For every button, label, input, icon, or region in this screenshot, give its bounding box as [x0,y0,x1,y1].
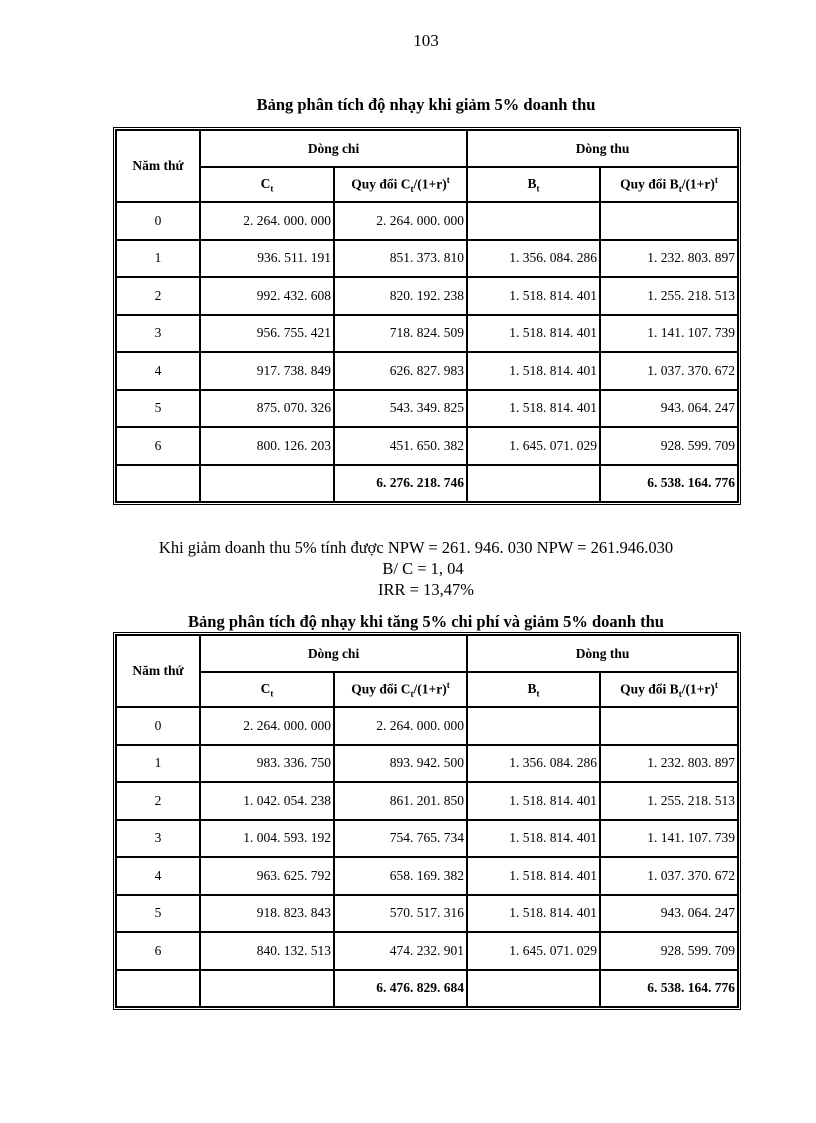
table-row [116,277,738,315]
total-ct-discounted: 6. 476. 829. 684 [334,970,467,1008]
ct-cell: 963. 625. 792 [200,857,334,895]
ct-discounted-cell: 2. 264. 000. 000 [334,202,467,240]
bt-cell: 1. 518. 814. 401 [467,390,600,428]
bt-cell: 1. 518. 814. 401 [467,352,600,390]
header-ct-discounted: Quy đổi $C_t/(1+r)^t$ [334,672,467,707]
bt-discounted-cell: 1. 232. 803. 897 [600,745,738,783]
total-ct-cell [200,970,334,1008]
header-ct: $C_t$ [200,167,334,202]
bt-discounted-cell: 1. 255. 218. 513 [600,277,738,315]
table1-total-row [116,465,738,503]
table2-total-row [116,970,738,1008]
header-revenue-group: Dòng thu [467,130,738,167]
ct-discounted-cell: 451. 650. 382 [334,427,467,465]
total-bt-discounted: 6. 538. 164. 776 [600,465,738,503]
table-row [116,315,738,353]
total-bt-cell [467,970,600,1008]
ct-cell: 992. 432. 608 [200,277,334,315]
total-year-cell [116,465,200,503]
npw-result: Khi giảm doanh thu 5% tính được NPW = 261. 946. 030 NPW = 261.946.030 [158,538,674,557]
year-cell: 6 [116,427,200,465]
bt-discounted-cell: 943. 064. 247 [600,895,738,933]
bt-discounted-cell: 1. 232. 803. 897 [600,240,738,278]
year-cell: 1 [116,240,200,278]
ct-cell: 917. 738. 849 [200,352,334,390]
table-row [116,352,738,390]
table-row [116,202,738,240]
bt-cell: 1. 518. 814. 401 [467,857,600,895]
ct-discounted-cell: 543. 349. 825 [334,390,467,428]
year-cell: 3 [116,315,200,353]
sensitivity-table-cost-up-revenue-down [113,632,741,1010]
bt-discounted-cell: 1. 255. 218. 513 [600,782,738,820]
ct-discounted-cell: 851. 373. 810 [334,240,467,278]
bt-discounted-cell: 1. 037. 370. 672 [600,857,738,895]
bt-discounted-cell: 928. 599. 709 [600,932,738,970]
table2-caption: Bảng phân tích độ nhạy khi tăng 5% chi phí và giảm 5% doanh thu [188,612,664,631]
bt-discounted-cell: 943. 064. 247 [600,390,738,428]
ct-discounted-cell: 2. 264. 000. 000 [334,707,467,745]
year-cell: 1 [116,745,200,783]
ct-discounted-cell: 570. 517. 316 [334,895,467,933]
ct-cell: 800. 126. 203 [200,427,334,465]
table-row [116,745,738,783]
table-row [116,240,738,278]
bt-cell: 1. 645. 071. 029 [467,427,600,465]
bt-cell: 1. 518. 814. 401 [467,820,600,858]
header-revenue-group: Dòng thu [467,635,738,672]
ct-cell: 2. 264. 000. 000 [200,707,334,745]
bt-cell: 1. 645. 071. 029 [467,932,600,970]
ct-cell: 875. 070. 326 [200,390,334,428]
ct-discounted-cell: 820. 192. 238 [334,277,467,315]
header-bt: $B_t$ [467,167,600,202]
header-bt: $B_t$ [467,672,600,707]
total-ct-cell [200,465,334,503]
header-cost-group: Dòng chi [200,635,467,672]
year-cell: 6 [116,932,200,970]
year-cell: 3 [116,820,200,858]
year-cell: 2 [116,782,200,820]
ct-cell: 1. 042. 054. 238 [200,782,334,820]
page-number: 103 [413,31,439,50]
header-cost-group: Dòng chi [200,130,467,167]
bt-discounted-cell: 928. 599. 709 [600,427,738,465]
total-bt-cell [467,465,600,503]
bt-cell: 1. 356. 084. 286 [467,745,600,783]
header-bt-discounted: Quy đổi $B_t/(1+r)^t$ [600,167,738,202]
bt-discounted-cell [600,707,738,745]
ct-cell: 936. 511. 191 [200,240,334,278]
bt-cell [467,707,600,745]
table-row [116,707,738,745]
total-bt-discounted: 6. 538. 164. 776 [600,970,738,1008]
bt-cell: 1. 518. 814. 401 [467,315,600,353]
table-row [116,782,738,820]
year-cell: 0 [116,707,200,745]
ct-cell: 956. 755. 421 [200,315,334,353]
ct-discounted-cell: 718. 824. 509 [334,315,467,353]
bc-ratio-result: B/ C = 1, 04 [382,559,464,578]
table-row [116,820,738,858]
year-cell: 4 [116,352,200,390]
ct-discounted-cell: 626. 827. 983 [334,352,467,390]
ct-discounted-cell: 474. 232. 901 [334,932,467,970]
table-row [116,427,738,465]
bt-cell: 1. 518. 814. 401 [467,895,600,933]
ct-cell: 983. 336. 750 [200,745,334,783]
ct-cell: 1. 004. 593. 192 [200,820,334,858]
bt-discounted-cell [600,202,738,240]
year-cell: 5 [116,895,200,933]
ct-cell: 840. 132. 513 [200,932,334,970]
total-year-cell [116,970,200,1008]
year-cell: 5 [116,390,200,428]
header-ct: $C_t$ [200,672,334,707]
header-ct-discounted: Quy đổi $C_t/(1+r)^t$ [334,167,467,202]
bt-cell: 1. 518. 814. 401 [467,277,600,315]
table-row [116,895,738,933]
bt-discounted-cell: 1. 141. 107. 739 [600,315,738,353]
table-row [116,857,738,895]
header-bt-discounted: Quy đổi $B_t/(1+r)^t$ [600,672,738,707]
header-year: Năm thứ [116,130,200,202]
ct-discounted-cell: 658. 169. 382 [334,857,467,895]
ct-discounted-cell: 861. 201. 850 [334,782,467,820]
ct-discounted-cell: 754. 765. 734 [334,820,467,858]
header-year: Năm thứ [116,635,200,707]
irr-result: IRR = 13,47% [378,580,474,599]
sensitivity-table-revenue-down [113,127,741,505]
total-ct-discounted: 6. 276. 218. 746 [334,465,467,503]
year-cell: 4 [116,857,200,895]
table-row [116,932,738,970]
year-cell: 2 [116,277,200,315]
bt-cell [467,202,600,240]
ct-discounted-cell: 893. 942. 500 [334,745,467,783]
bt-discounted-cell: 1. 141. 107. 739 [600,820,738,858]
bt-cell: 1. 356. 084. 286 [467,240,600,278]
bt-discounted-cell: 1. 037. 370. 672 [600,352,738,390]
table-row [116,390,738,428]
year-cell: 0 [116,202,200,240]
ct-cell: 918. 823. 843 [200,895,334,933]
ct-cell: 2. 264. 000. 000 [200,202,334,240]
bt-cell: 1. 518. 814. 401 [467,782,600,820]
table1-caption: Bảng phân tích độ nhạy khi giảm 5% doanh thu [256,95,596,114]
